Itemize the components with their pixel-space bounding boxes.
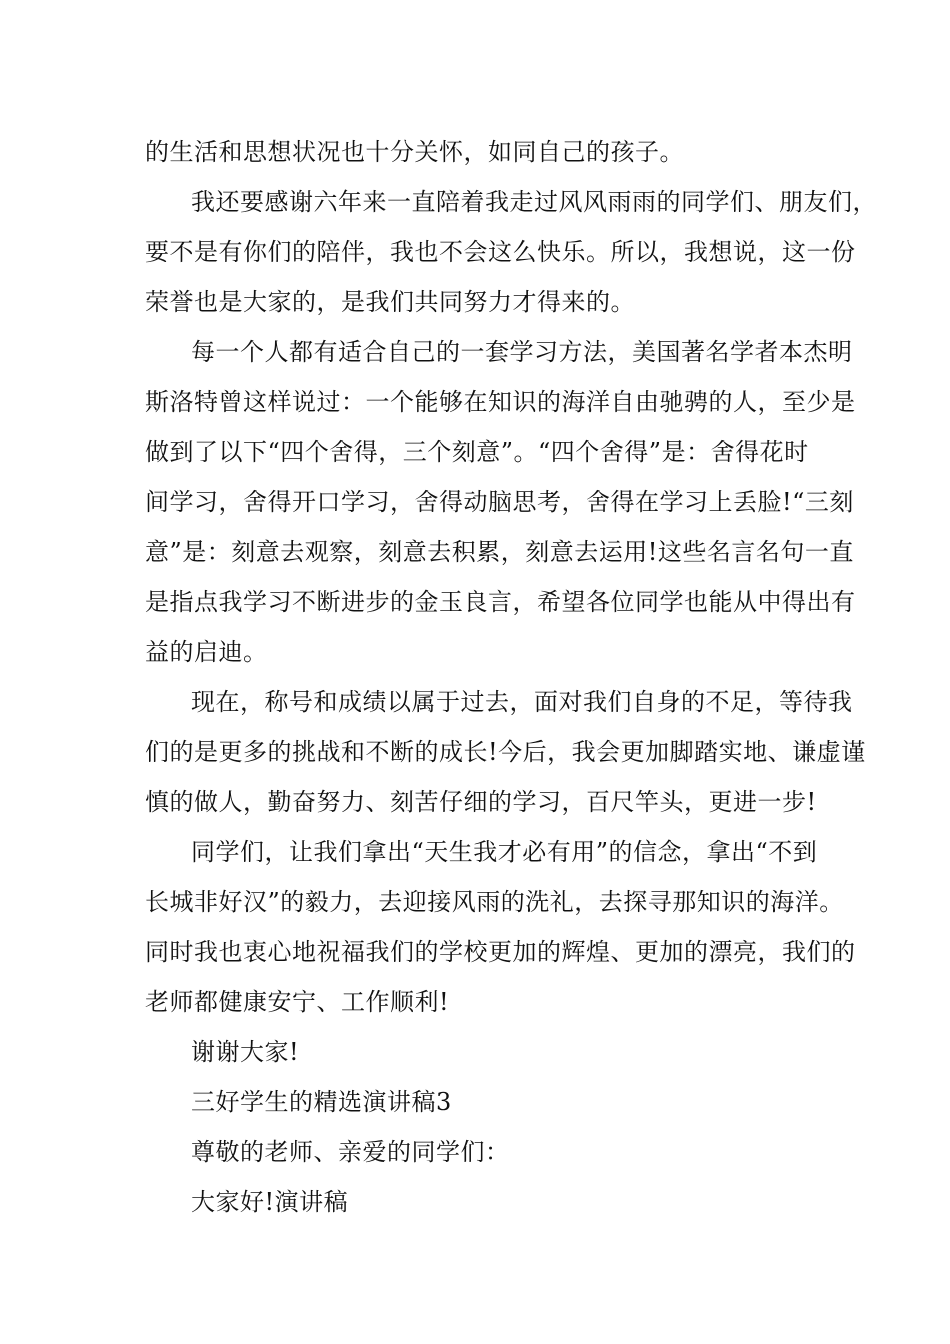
text-line: 荣誉也是大家的，是我们共同努力才得来的。	[145, 288, 635, 316]
text-line: 是指点我学习不断进步的金玉良言，希望各位同学也能从中得出有	[145, 588, 856, 616]
text-line: 现在，称号和成绩以属于过去，面对我们自身的不足，等待我	[191, 688, 853, 716]
text-line: 慎的做人，勤奋努力、刻苦仔细的学习，百尺竿头，更进一步!	[145, 788, 817, 816]
text-line: 老师都健康安宁、工作顺利!	[145, 988, 450, 1016]
text-line: 意”是：刻意去观察，刻意去积累，刻意去运用!这些名言名句一直	[145, 538, 854, 566]
text-line: 们的是更多的挑战和不断的成长!今后，我会更加脚踏实地、谦虚谨	[145, 738, 866, 766]
text-line: 我还要感谢六年来一直陪着我走过风风雨雨的同学们、朋友们，	[191, 188, 877, 216]
section-heading: 三好学生的精选演讲稿3	[191, 1088, 452, 1116]
text-line: 每一个人都有适合自己的一套学习方法，美国著名学者本杰明	[191, 338, 853, 366]
text-line: 斯洛特曾这样说过：一个能够在知识的海洋自由驰骋的人，至少是	[145, 388, 856, 416]
salutation: 尊敬的老师、亲爱的同学们：	[191, 1138, 510, 1166]
text-line: 做到了以下“四个舍得，三个刻意”。“四个舍得”是：舍得花时	[145, 438, 809, 466]
text-line: 同学们，让我们拿出“天生我才必有用”的信念，拿出“不到	[191, 838, 818, 866]
text-line: 间学习，舍得开口学习，舍得动脑思考，舍得在学习上丢脸!“三刻	[145, 488, 854, 516]
text-line: 的生活和思想状况也十分关怀，如同自己的孩子。	[145, 138, 684, 166]
text-line: 长城非好汉”的毅力，去迎接风雨的洗礼，去探寻那知识的海洋。	[145, 888, 844, 916]
text-line: 谢谢大家!	[191, 1038, 300, 1066]
text-line: 同时我也衷心地祝福我们的学校更加的辉煌、更加的漂亮，我们的	[145, 938, 856, 966]
text-line: 益的启迪。	[145, 638, 268, 666]
greeting: 大家好!演讲稿	[191, 1188, 349, 1216]
text-line: 要不是有你们的陪伴，我也不会这么快乐。所以，我想说，这一份	[145, 238, 856, 266]
